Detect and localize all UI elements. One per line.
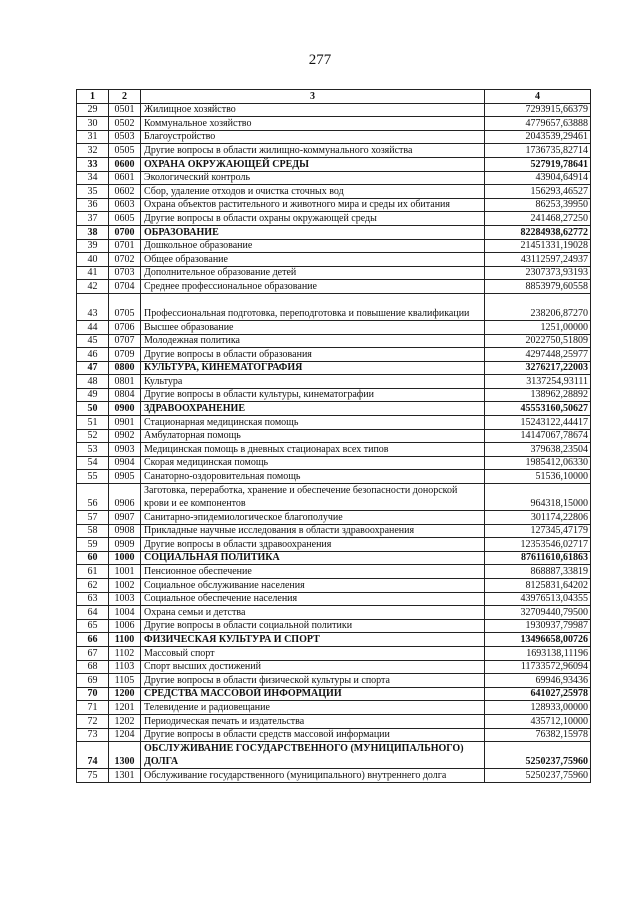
row-name: Амбулаторная помощь (141, 429, 485, 443)
row-code: 0908 (109, 524, 141, 538)
row-number: 73 (77, 728, 109, 742)
row-number: 65 (77, 619, 109, 633)
row-code: 0902 (109, 429, 141, 443)
row-value: 15243122,44417 (485, 416, 591, 430)
row-name: Другие вопросы в области культуры, кинематографии (141, 388, 485, 402)
row-value: 1693138,11196 (485, 646, 591, 660)
row-code: 0601 (109, 171, 141, 185)
table-row (77, 416, 591, 430)
row-value: 301174,22806 (485, 511, 591, 525)
row-code: 0709 (109, 348, 141, 362)
row-value: 868887,33819 (485, 565, 591, 579)
row-number: 75 (77, 769, 109, 783)
row-value: 2307373,93193 (485, 266, 591, 280)
row-number: 50 (77, 402, 109, 416)
row-value: 3276217,22003 (485, 361, 591, 375)
row-code: 1201 (109, 701, 141, 715)
row-number: 56 (77, 484, 109, 511)
row-code: 0706 (109, 320, 141, 334)
row-name: Общее образование (141, 253, 485, 267)
row-code: 1204 (109, 728, 141, 742)
row-name: Социальное обслуживание населения (141, 579, 485, 593)
row-code: 1001 (109, 565, 141, 579)
row-number: 59 (77, 538, 109, 552)
table-row (77, 171, 591, 185)
row-number: 52 (77, 429, 109, 443)
row-value: 5250237,75960 (485, 742, 591, 769)
row-code: 0603 (109, 198, 141, 212)
row-name: Охрана семьи и детства (141, 606, 485, 620)
row-code: 0605 (109, 212, 141, 226)
row-code: 1006 (109, 619, 141, 633)
row-value: 43112597,24937 (485, 253, 591, 267)
row-value: 1930937,79987 (485, 619, 591, 633)
row-name: Коммунальное хозяйство (141, 117, 485, 131)
row-value: 21451331,19028 (485, 239, 591, 253)
table-row (77, 769, 591, 783)
row-name: КУЛЬТУРА, КИНЕМАТОГРАФИЯ (141, 361, 485, 375)
table-row (77, 484, 591, 511)
row-number: 41 (77, 266, 109, 280)
row-code: 0705 (109, 293, 141, 320)
table-row (77, 660, 591, 674)
row-name: Профессиональная подготовка, переподготовка и повышение квалификации (141, 293, 485, 320)
row-number: 31 (77, 130, 109, 144)
row-value: 11733572,96094 (485, 660, 591, 674)
row-code: 0702 (109, 253, 141, 267)
row-number: 45 (77, 334, 109, 348)
table-row (77, 579, 591, 593)
table-row (77, 293, 591, 320)
row-name: Другие вопросы в области образования (141, 348, 485, 362)
row-name: ЗДРАВООХРАНЕНИЕ (141, 402, 485, 416)
row-value: 8853979,60558 (485, 280, 591, 294)
row-code: 0801 (109, 375, 141, 389)
table-row (77, 320, 591, 334)
header-col-2: 2 (109, 90, 141, 104)
row-name: Экологический контроль (141, 171, 485, 185)
table-row (77, 470, 591, 484)
table-row (77, 144, 591, 158)
row-name: Другие вопросы в области социальной политики (141, 619, 485, 633)
row-code: 0501 (109, 103, 141, 117)
row-value: 2022750,51809 (485, 334, 591, 348)
row-name: СОЦИАЛЬНАЯ ПОЛИТИКА (141, 551, 485, 565)
row-name: Обслуживание государственного (муниципального) внутреннего долга (141, 769, 485, 783)
row-value: 51536,10000 (485, 470, 591, 484)
row-code: 0804 (109, 388, 141, 402)
row-code: 1200 (109, 687, 141, 701)
row-number: 62 (77, 579, 109, 593)
row-name: Скорая медицинская помощь (141, 456, 485, 470)
row-name: Другие вопросы в области жилищно-коммунального хозяйства (141, 144, 485, 158)
row-number: 74 (77, 742, 109, 769)
row-number: 39 (77, 239, 109, 253)
row-code: 0703 (109, 266, 141, 280)
page-number: 277 (308, 52, 332, 68)
row-name: Другие вопросы в области охраны окружающей среды (141, 212, 485, 226)
row-name: Другие вопросы в области средств массовой информации (141, 728, 485, 742)
row-code: 0502 (109, 117, 141, 131)
table-row (77, 198, 591, 212)
row-code: 1000 (109, 551, 141, 565)
row-value: 43904,64914 (485, 171, 591, 185)
header-col-3: 3 (141, 90, 485, 104)
row-number: 44 (77, 320, 109, 334)
row-value: 14147067,78674 (485, 429, 591, 443)
row-number: 33 (77, 157, 109, 171)
table-row (77, 103, 591, 117)
row-number: 34 (77, 171, 109, 185)
table-row (77, 388, 591, 402)
row-name: СРЕДСТВА МАССОВОЙ ИНФОРМАЦИИ (141, 687, 485, 701)
row-code: 1103 (109, 660, 141, 674)
row-code: 0903 (109, 443, 141, 457)
table-row (77, 443, 591, 457)
row-number: 60 (77, 551, 109, 565)
table-row (77, 253, 591, 267)
row-number: 72 (77, 714, 109, 728)
row-code: 0901 (109, 416, 141, 430)
header-col-4: 4 (485, 90, 591, 104)
row-number: 67 (77, 646, 109, 660)
table-row (77, 130, 591, 144)
row-name: Периодическая печать и издательства (141, 714, 485, 728)
row-value: 4779657,63888 (485, 117, 591, 131)
row-code: 0900 (109, 402, 141, 416)
row-name: Пенсионное обеспечение (141, 565, 485, 579)
row-code: 1003 (109, 592, 141, 606)
row-value: 76382,15978 (485, 728, 591, 742)
table-row (77, 348, 591, 362)
row-value: 3137254,93111 (485, 375, 591, 389)
row-number: 64 (77, 606, 109, 620)
table-row (77, 742, 591, 769)
table-row (77, 456, 591, 470)
row-code: 1100 (109, 633, 141, 647)
row-value: 4297448,25977 (485, 348, 591, 362)
row-name: Жилищное хозяйство (141, 103, 485, 117)
row-number: 68 (77, 660, 109, 674)
row-number: 54 (77, 456, 109, 470)
row-value: 87611610,61863 (485, 551, 591, 565)
table-row (77, 646, 591, 660)
row-code: 0904 (109, 456, 141, 470)
table-header (77, 90, 591, 104)
budget-table (76, 89, 591, 783)
row-code: 0602 (109, 185, 141, 199)
row-value: 32709440,79500 (485, 606, 591, 620)
row-code: 0505 (109, 144, 141, 158)
row-number: 57 (77, 511, 109, 525)
table-row (77, 511, 591, 525)
table-row (77, 687, 591, 701)
table-row (77, 266, 591, 280)
table-row (77, 714, 591, 728)
row-number: 61 (77, 565, 109, 579)
row-code: 1301 (109, 769, 141, 783)
row-name: Заготовка, переработка, хранение и обеспечение безопасности донорской крови и ее компонентов (141, 484, 485, 511)
row-number: 63 (77, 592, 109, 606)
row-value: 964318,15000 (485, 484, 591, 511)
table-row (77, 239, 591, 253)
row-name: Санитарно-эпидемиологическое благополучие (141, 511, 485, 525)
table-row (77, 280, 591, 294)
row-number: 69 (77, 674, 109, 688)
header-col-1: 1 (77, 90, 109, 104)
row-code: 0600 (109, 157, 141, 171)
table-row (77, 402, 591, 416)
table-row (77, 592, 591, 606)
row-code: 0905 (109, 470, 141, 484)
row-number: 58 (77, 524, 109, 538)
row-code: 1300 (109, 742, 141, 769)
row-value: 82284938,62772 (485, 225, 591, 239)
row-value: 1736735,82714 (485, 144, 591, 158)
table-row (77, 429, 591, 443)
row-code: 0704 (109, 280, 141, 294)
row-value: 13496658,00726 (485, 633, 591, 647)
row-number: 70 (77, 687, 109, 701)
row-name: Другие вопросы в области здравоохранения (141, 538, 485, 552)
row-name: Благоустройство (141, 130, 485, 144)
row-value: 241468,27250 (485, 212, 591, 226)
row-value: 127345,47179 (485, 524, 591, 538)
row-name: ФИЗИЧЕСКАЯ КУЛЬТУРА И СПОРТ (141, 633, 485, 647)
table-row (77, 117, 591, 131)
row-value: 8125831,64202 (485, 579, 591, 593)
row-value: 86253,39950 (485, 198, 591, 212)
row-code: 0906 (109, 484, 141, 511)
row-code: 1004 (109, 606, 141, 620)
row-number: 38 (77, 225, 109, 239)
row-name: Телевидение и радиовещание (141, 701, 485, 715)
row-value: 12353546,02717 (485, 538, 591, 552)
row-number: 35 (77, 185, 109, 199)
row-number: 43 (77, 293, 109, 320)
row-code: 0909 (109, 538, 141, 552)
row-code: 0503 (109, 130, 141, 144)
table-row (77, 185, 591, 199)
row-number: 36 (77, 198, 109, 212)
row-number: 66 (77, 633, 109, 647)
table-row (77, 157, 591, 171)
row-name: Молодежная политика (141, 334, 485, 348)
row-code: 1202 (109, 714, 141, 728)
row-code: 0800 (109, 361, 141, 375)
row-name: Дошкольное образование (141, 239, 485, 253)
row-value: 641027,25978 (485, 687, 591, 701)
row-code: 0700 (109, 225, 141, 239)
table-row (77, 334, 591, 348)
row-value: 1985412,06330 (485, 456, 591, 470)
row-name: Спорт высших достижений (141, 660, 485, 674)
table-row (77, 212, 591, 226)
row-value: 138962,28892 (485, 388, 591, 402)
row-code: 1102 (109, 646, 141, 660)
table-row (77, 538, 591, 552)
table-row (77, 619, 591, 633)
row-name: Среднее профессиональное образование (141, 280, 485, 294)
row-name: Сбор, удаление отходов и очистка сточных вод (141, 185, 485, 199)
row-value: 156293,46527 (485, 185, 591, 199)
row-name: Стационарная медицинская помощь (141, 416, 485, 430)
row-number: 53 (77, 443, 109, 457)
row-number: 47 (77, 361, 109, 375)
row-code: 1105 (109, 674, 141, 688)
table-row (77, 606, 591, 620)
row-name: Социальное обеспечение населения (141, 592, 485, 606)
table-body (77, 103, 591, 782)
row-code: 1002 (109, 579, 141, 593)
table-row (77, 225, 591, 239)
row-name: Высшее образование (141, 320, 485, 334)
row-number: 49 (77, 388, 109, 402)
row-code: 0707 (109, 334, 141, 348)
row-value: 128933,00000 (485, 701, 591, 715)
row-value: 45553160,50627 (485, 402, 591, 416)
row-number: 32 (77, 144, 109, 158)
row-value: 1251,00000 (485, 320, 591, 334)
row-name: Санаторно-оздоровительная помощь (141, 470, 485, 484)
row-number: 48 (77, 375, 109, 389)
row-number: 46 (77, 348, 109, 362)
table-row (77, 375, 591, 389)
row-name: Культура (141, 375, 485, 389)
row-name: Массовый спорт (141, 646, 485, 660)
table-row (77, 728, 591, 742)
table-row (77, 361, 591, 375)
row-name: Другие вопросы в области физической культуры и спорта (141, 674, 485, 688)
table-row (77, 565, 591, 579)
table-row (77, 674, 591, 688)
row-name: ОБРАЗОВАНИЕ (141, 225, 485, 239)
row-value: 5250237,75960 (485, 769, 591, 783)
row-value: 379638,23504 (485, 443, 591, 457)
row-value: 238206,87270 (485, 293, 591, 320)
row-number: 40 (77, 253, 109, 267)
table-row (77, 551, 591, 565)
table-row (77, 524, 591, 538)
row-code: 0907 (109, 511, 141, 525)
row-number: 37 (77, 212, 109, 226)
row-value: 527919,78641 (485, 157, 591, 171)
row-value: 2043539,29461 (485, 130, 591, 144)
row-name: Охрана объектов растительного и животного мира и среды их обитания (141, 198, 485, 212)
row-number: 29 (77, 103, 109, 117)
row-number: 42 (77, 280, 109, 294)
row-name: Медицинская помощь в дневных стационарах всех типов (141, 443, 485, 457)
row-number: 71 (77, 701, 109, 715)
row-number: 51 (77, 416, 109, 430)
row-value: 43976513,04355 (485, 592, 591, 606)
row-name: Дополнительное образование детей (141, 266, 485, 280)
row-name: ОХРАНА ОКРУЖАЮЩЕЙ СРЕДЫ (141, 157, 485, 171)
row-value: 435712,10000 (485, 714, 591, 728)
row-number: 55 (77, 470, 109, 484)
row-name: Прикладные научные исследования в области здравоохранения (141, 524, 485, 538)
row-name: ОБСЛУЖИВАНИЕ ГОСУДАРСТВЕННОГО (МУНИЦИПАЛЬНОГО) ДОЛГА (141, 742, 485, 769)
row-value: 7293915,66379 (485, 103, 591, 117)
row-code: 0701 (109, 239, 141, 253)
row-number: 30 (77, 117, 109, 131)
table-row (77, 633, 591, 647)
row-value: 69946,93436 (485, 674, 591, 688)
table-row (77, 701, 591, 715)
